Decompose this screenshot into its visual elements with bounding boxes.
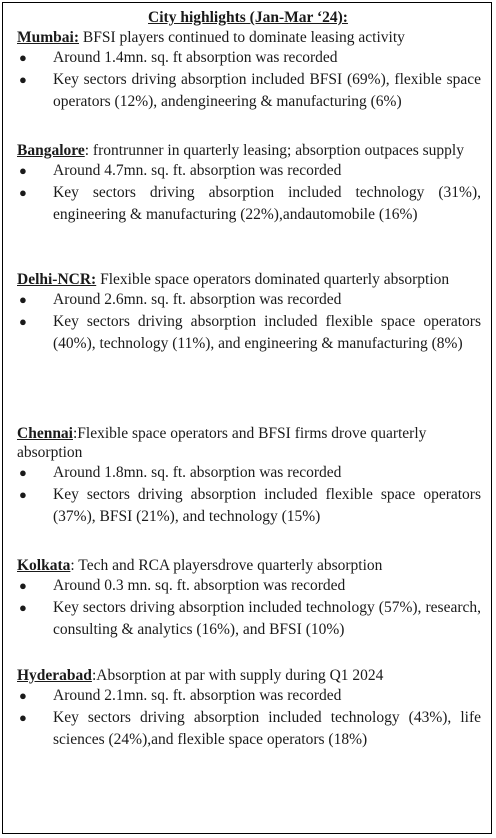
section-delhi-ncr [17,270,481,355]
section-hyderabad [17,666,481,751]
list-item [17,69,481,113]
list-item [17,182,481,226]
section-heading [17,424,481,462]
city-summary: :Absorption at par with supply during Q1 2024 [91,667,384,684]
bullet-text: Around 1.8mn. sq. ft. absorption was recorded [53,464,342,481]
bullet-icon: ● [19,688,27,703]
bullet-text: Around 4.7mn. sq. ft. absorption was recorded [53,162,342,179]
bullet-icon: ● [19,710,27,725]
city-name: Hyderabad [17,667,92,684]
bullet-text: Key sectors driving absorption included technology (31%), engineering & manufacturing (22%),andautomobile (16%) [53,184,481,223]
list-item [17,462,481,484]
bullet-icon: ● [19,185,27,200]
section-chennai [17,424,481,528]
bullet-list [17,462,481,528]
section-bangalore [17,141,481,226]
city-summary: :Flexible space operators and BFSI firms drove quarterly absorption [17,425,427,461]
bullet-icon: ● [19,578,27,593]
section-kolkata [17,556,481,641]
bullet-icon: ● [19,314,27,329]
bullet-list [17,47,481,113]
city-name: Kolkata [17,557,71,574]
bullet-icon: ● [19,163,27,178]
city-summary: : Tech and RCA playersdrove quarterly absorption [70,557,383,574]
bullet-list [17,575,481,641]
list-item [17,289,481,311]
bullet-text: Around 1.4mn. sq. ft absorption was recorded [53,49,338,66]
city-name: Mumbai: [17,29,79,46]
bullet-text: Key sectors driving absorption included flexible space operators (37%), BFSI (21%), and technology (15%) [53,486,481,525]
list-item [17,484,481,528]
bullet-text: Key sectors driving absorption included technology (57%), research, consulting & analytics (16%), and BFSI (10%) [53,599,481,638]
city-name: Delhi-NCR: [17,271,97,288]
city-summary: Flexible space operators dominated quarterly absorption [96,271,450,288]
list-item [17,685,481,707]
bullet-text: Around 2.1mn. sq. ft. absorption was recorded [53,687,342,704]
section-heading [17,666,481,685]
city-summary: : frontrunner in quarterly leasing; absorption outpaces supply [84,142,464,159]
section-heading [17,556,481,575]
bullet-list [17,685,481,751]
list-item [17,311,481,355]
city-name: Bangalore [17,142,85,159]
bullet-icon: ● [19,487,27,502]
section-heading [17,28,481,47]
bullet-list [17,289,481,355]
bullet-icon: ● [19,292,27,307]
bullet-list [17,160,481,226]
section-mumbai [17,28,481,113]
bullet-text: Key sectors driving absorption included flexible space operators (40%), technology (11%), and engineering & manufacturing (8%) [53,313,481,352]
list-item [17,707,481,751]
bullet-text: Key sectors driving absorption included BFSI (69%), flexible space operators (12%), andengineering & manufacturing (6%) [53,71,481,110]
bullet-text: Key sectors driving absorption included technology (43%), life sciences (24%),and flexible space operators (18%) [53,709,481,748]
city-summary: BFSI players continued to dominate leasing activity [79,29,405,46]
city-name: Chennai [17,425,73,442]
list-item [17,160,481,182]
bullet-icon: ● [19,50,27,65]
bullet-text: Around 0.3 mn. sq. ft. absorption was recorded [53,577,346,594]
bullet-icon: ● [19,72,27,87]
bullet-icon: ● [19,465,27,480]
section-heading [17,141,481,160]
list-item [17,597,481,641]
list-item [17,47,481,69]
bullet-icon: ● [19,600,27,615]
section-heading [17,270,481,289]
bullet-text: Around 2.6mn. sq. ft. absorption was recorded [53,291,342,308]
list-item [17,575,481,597]
page-title: City highlights (Jan-Mar ‘24): [148,9,348,26]
